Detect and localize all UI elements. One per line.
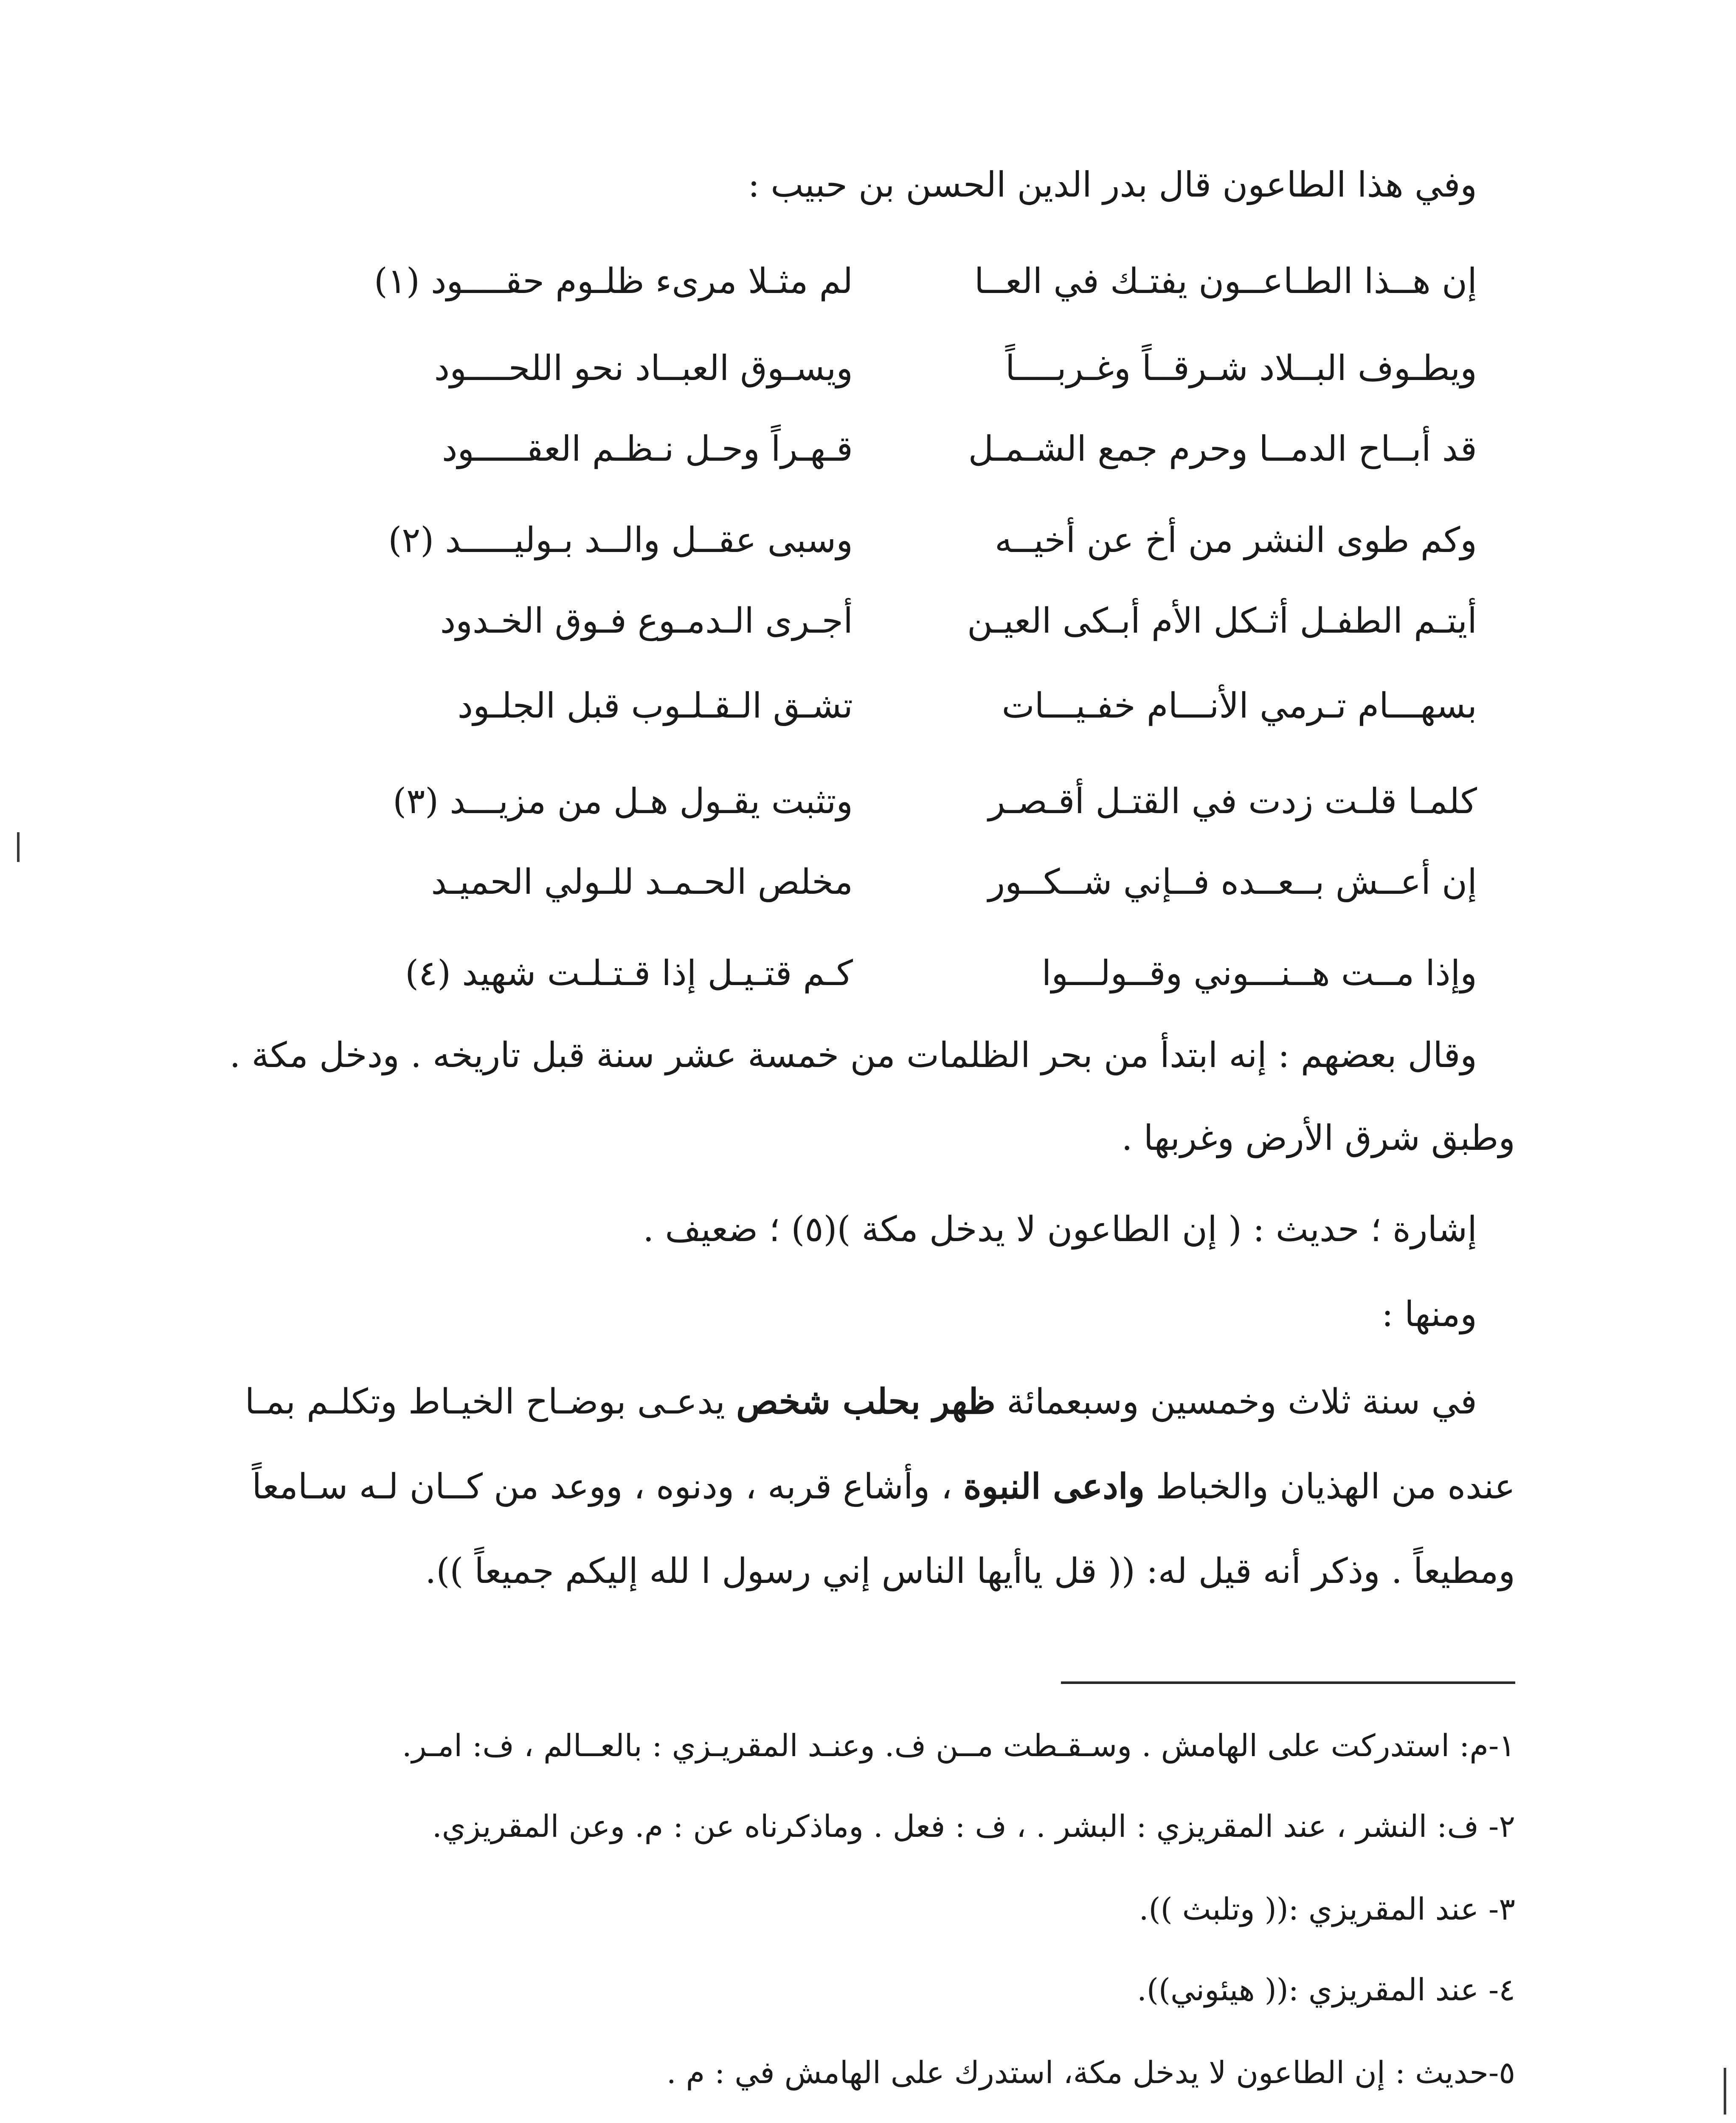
verse-row <box>203 953 1477 1000</box>
footnote: ١-م: استدركت على الهامش . وسـقـطت مــن ف. وعنـد المقريـزي : بالعــالم ، ف: امـر. <box>402 1728 1515 1763</box>
verse-second-hemistich: أجـرى الـدمـوع فـوق الخـدود <box>440 601 853 641</box>
paragraph-text: في سنة ثلاث وخمسين وسبعمائة <box>1007 1382 1477 1422</box>
footnote: ٥-حديث : إن الطاعون لا يدخل مكة، استدرك على الهامش في : م . <box>666 2055 1515 2090</box>
paragraph-line: وقال بعضهم : إنه ابتدأ من بحر الظلمات من خمسة عشر سنة قبل تاريخه . ودخل مكة . <box>229 1035 1477 1076</box>
verse-first-hemistich: كلمـا قلـت زدت في القتـل أقـصـر <box>988 781 1477 822</box>
paragraph-text: ، وأشاع قربه ، ودنوه ، ووعد من كــان لـه سـامعاً <box>252 1467 952 1507</box>
footnote-divider <box>1061 1681 1515 1684</box>
paragraph-text: عنده من الهذيان والخباط <box>1156 1467 1515 1507</box>
verse-row <box>203 601 1477 648</box>
verse-row <box>203 781 1477 828</box>
verse-second-hemistich: تشـق الـقـلـوب قبل الجلـود <box>457 686 853 726</box>
footnote: ٢- ف: النشر ، عند المقريزي : البشر . ، ف : فعل . وماذكرناه عن : م. وعن المقريزي. <box>432 1808 1515 1844</box>
verse-first-hemistich: بسهـــام تـرمي الأنـــام خفـيـــات <box>1002 686 1477 726</box>
verse-first-hemistich: وكم طوى النشر من أخ عن أخيــه <box>995 520 1477 560</box>
verse-row <box>203 520 1477 567</box>
verse-second-hemistich: قـهـراً وحـل نـظـم العقـــــود <box>442 429 853 469</box>
hadith-note: إشارة ؛ حديث : ( إن الطاعون لا يدخل مكة )(٥) ؛ ضعيف . <box>643 1209 1477 1250</box>
paragraph-line <box>252 1466 1515 1507</box>
intro-line: وفي هذا الطاعون قال بدر الدين الحسن بن حبيب : <box>748 165 1477 205</box>
paragraph-line: وطبق شرق الأرض وغربها . <box>1121 1118 1515 1158</box>
verse-row <box>203 686 1477 732</box>
verse-row <box>203 429 1477 476</box>
verse-second-hemistich: ويسـوق العبــاد نحو اللحــــود <box>434 348 853 389</box>
verse-first-hemistich: وإذا مــت هــنـــوني وقــولـــوا <box>1041 953 1477 994</box>
verse-row <box>203 261 1477 308</box>
footnote: ٤- عند المقريزي :(( هيئوني)). <box>1137 1972 1515 2008</box>
verse-row <box>203 862 1477 909</box>
verse-second-hemistich: مخلص الحـمـد للـولي الحميـد <box>431 862 853 902</box>
verse-second-hemistich: كـم قتـيـل إذا قـتـلـت شهيد (٤) <box>405 953 853 994</box>
verse-first-hemistich: ويطـوف البــلاد شـرقــاً وغـربــــاً <box>1005 348 1477 389</box>
verse-second-hemistich: لم مثـلا مرىء ظلـوم حقــــود (١) <box>374 261 853 301</box>
verse-first-hemistich: أيتـم الطفـل أثـكل الأم أبـكى العيـن <box>967 601 1477 641</box>
footnote: ٣- عند المقريزي :(( وتلبث )). <box>1139 1891 1515 1927</box>
section-heading: ومنها : <box>1381 1294 1477 1335</box>
verse-first-hemistich: إن هــذا الطـاعــون يفتـك في العــا <box>974 261 1477 301</box>
verse-first-hemistich: إن أعــش بــعــده فــإني شــكــور <box>988 862 1477 902</box>
bold-phrase: ظهر بحلب شخص <box>736 1381 996 1422</box>
scan-artifact <box>1724 2068 1726 2115</box>
verse-row <box>203 348 1477 395</box>
bold-phrase: وادعى النبوة <box>963 1466 1145 1507</box>
verse-second-hemistich: وتثبت يقـول هـل من مزيـــد (٣) <box>393 781 853 822</box>
paragraph-text: يدعـى بوضـاح الخيـاط وتكلـم بمـا <box>245 1382 725 1422</box>
paragraph-line <box>245 1381 1477 1422</box>
paragraph-line: ومطيعاً . وذكر أنه قيل له: (( قل ياأيها الناس إني رسول ا لله إليكم جميعاً )). <box>425 1551 1515 1591</box>
verse-second-hemistich: وسبى عقــل والــد بـوليـــــد (٢) <box>388 520 853 560</box>
verse-first-hemistich: قد أبــاح الدمــا وحرم جمع الشـمـل <box>968 429 1477 469</box>
scan-artifact <box>17 832 20 862</box>
